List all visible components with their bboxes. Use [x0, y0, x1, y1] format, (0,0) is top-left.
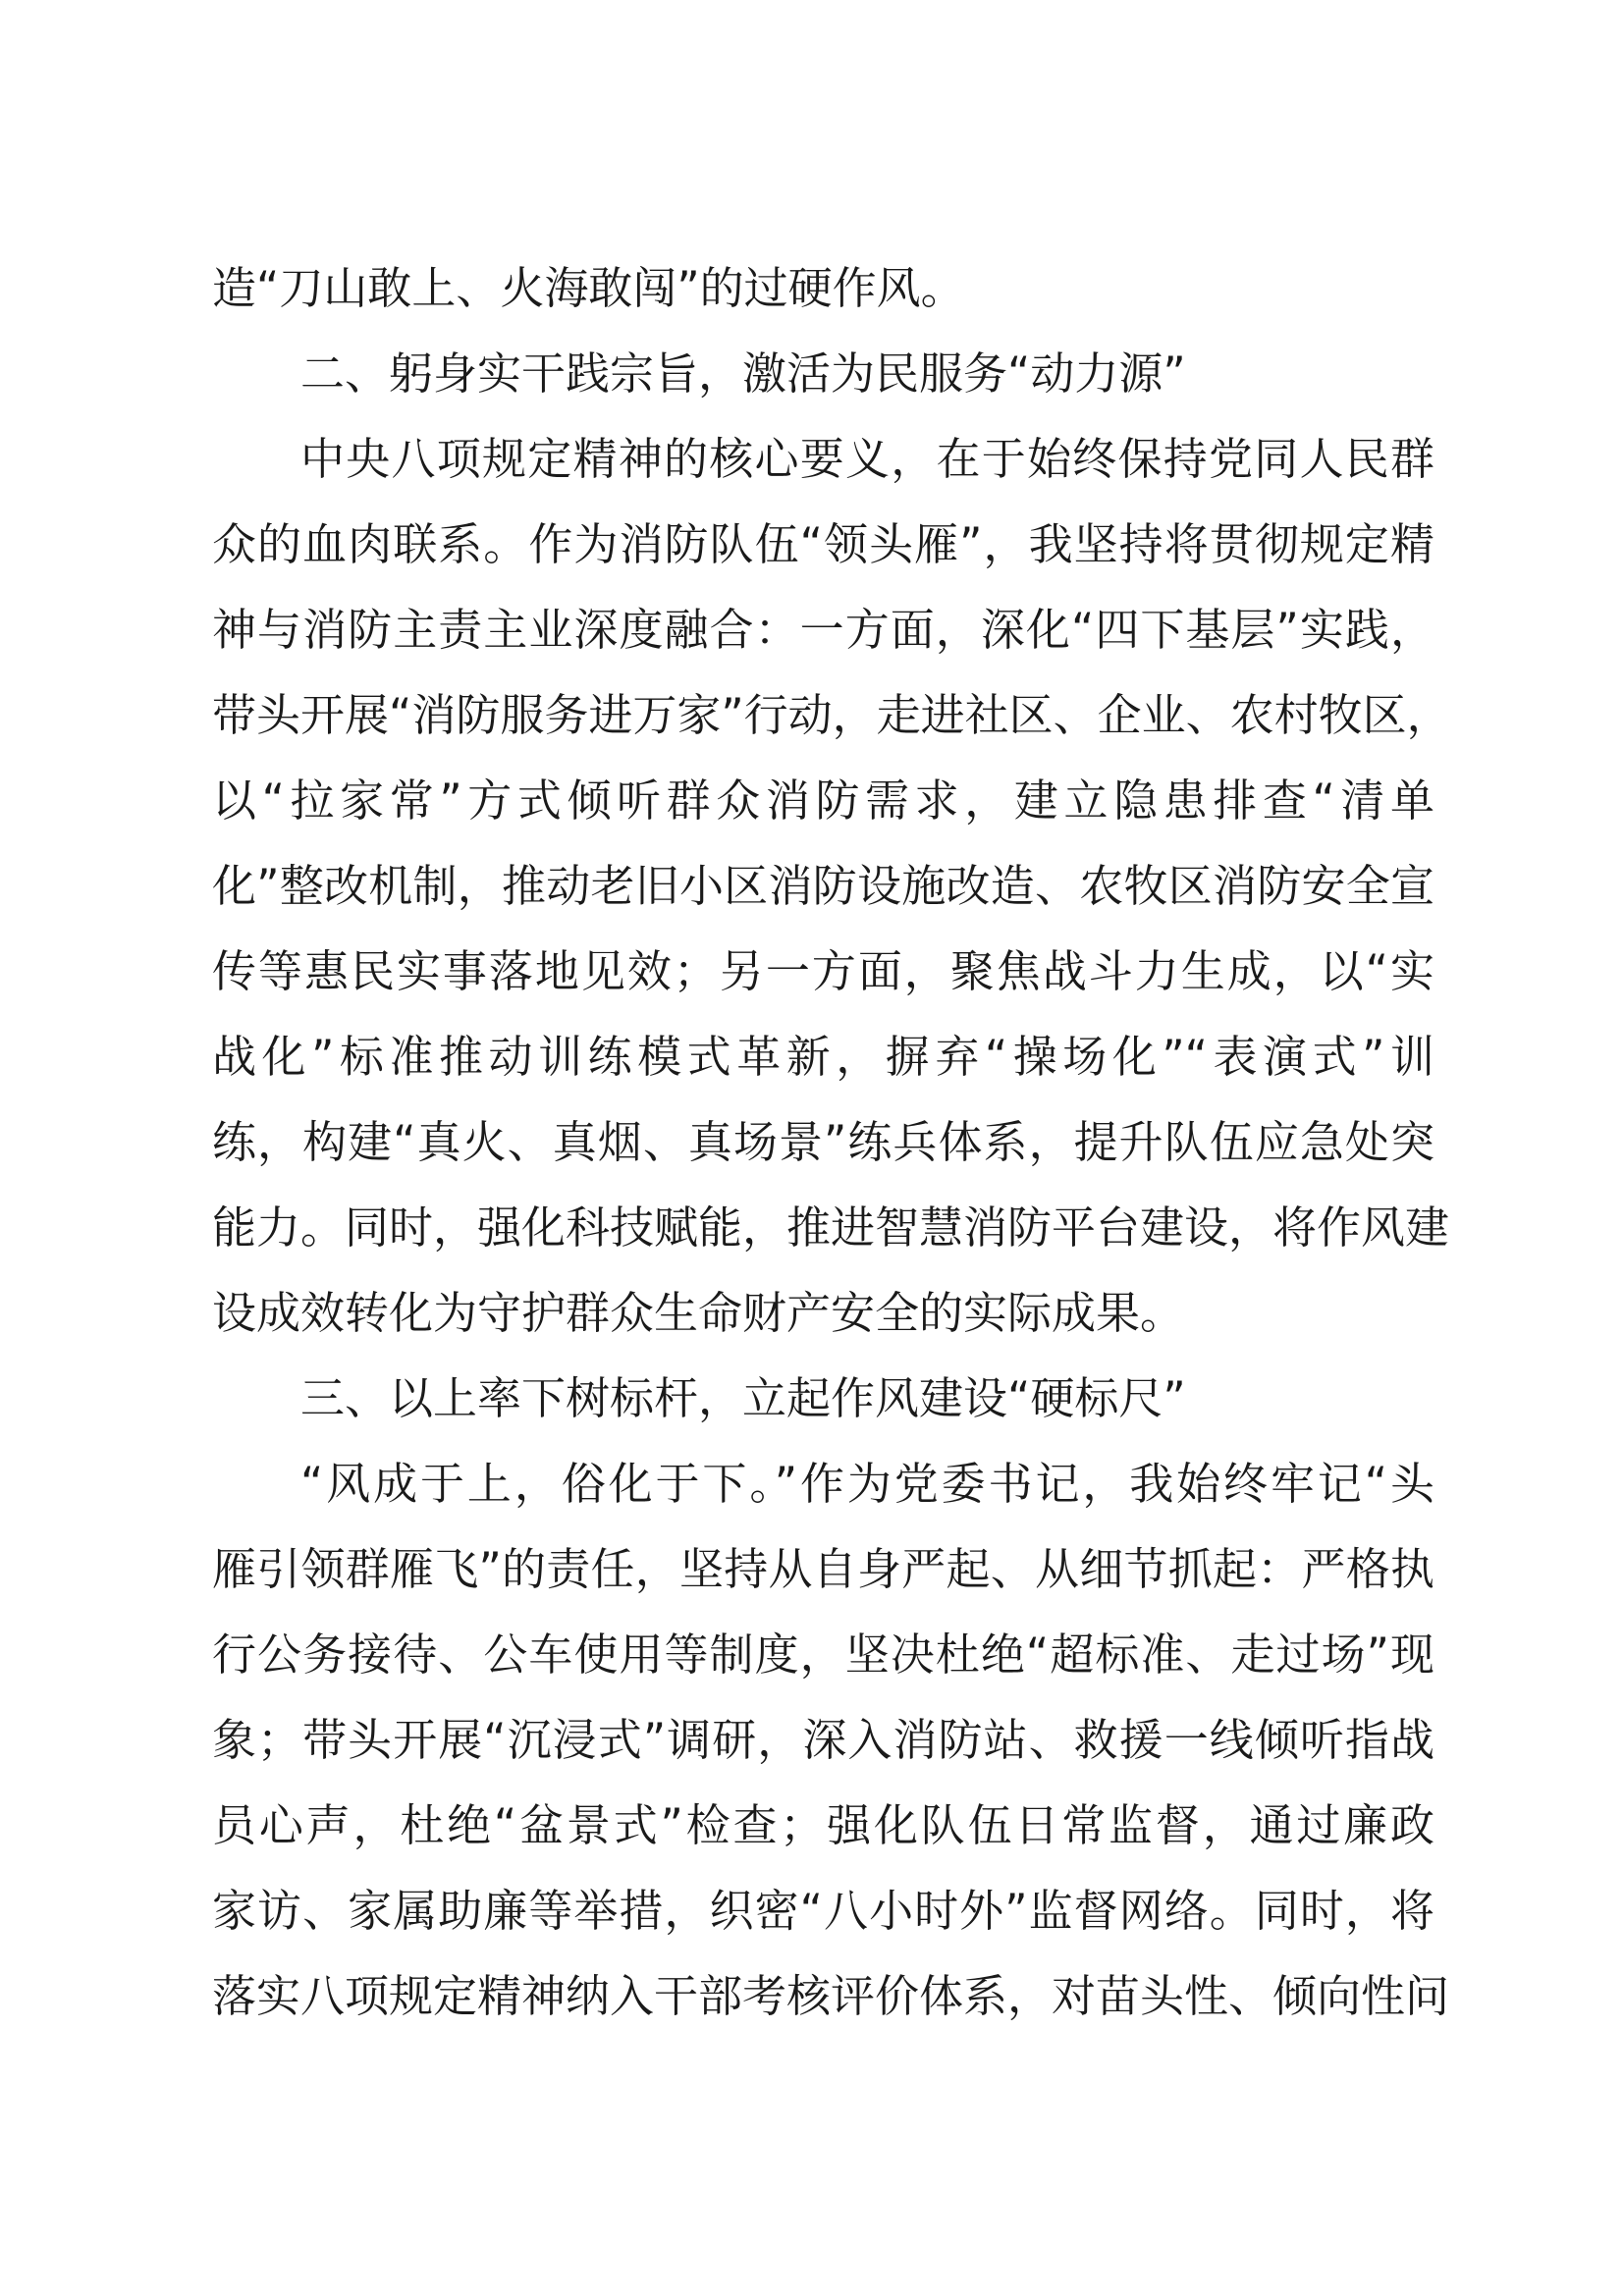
document-body: [212, 245, 1451, 2039]
text-line: 以“拉家常”方式倾听群众消防需求，建立隐患排查“清单: [212, 774, 1434, 827]
section-heading-2: 二、躬身实干践宗旨，激活为民服务“动力源”: [300, 347, 1186, 400]
text-line: 落实八项规定精神纳入干部考核评价体系，对苗头性、倾向性问: [212, 1970, 1450, 2022]
text-line: 带头开展“消防服务进万家”行动，走进社区、企业、农村牧区，: [212, 689, 1451, 741]
text-line: 造“刀山敢上、火海敢闯”的过硬作风。: [212, 262, 965, 314]
text-line: 设成效转化为守护群众生命财产安全的实际成果。: [212, 1287, 1185, 1339]
section-heading-3: 三、以上率下树标杆，立起作风建设“硬标尺”: [300, 1372, 1186, 1424]
text-line: 象；带头开展“沉浸式”调研，深入消防站、救援一线倾听指战: [212, 1714, 1434, 1766]
text-line: 雁引领群雁飞”的责任，坚持从自身严起、从细节抓起：严格执: [212, 1543, 1434, 1595]
text-line: 化”整改机制，推动老旧小区消防设施改造、农牧区消防安全宣: [212, 860, 1434, 912]
text-line: 练，构建“真火、真烟、真场景”练兵体系，提升队伍应急处突: [212, 1116, 1434, 1168]
text-line: 员心声，杜绝“盆景式”检查；强化队伍日常监督，通过廉政: [212, 1799, 1434, 1851]
text-line: 神与消防主责主业深度融合：一方面，深化“四下基层”实践，: [212, 604, 1434, 656]
text-line: 家访、家属助廉等举措，织密“八小时外”监督网络。同时，将: [212, 1885, 1434, 1937]
text-line: 战化”标准推动训练模式革新，摒弃“操场化”“表演式”训: [212, 1031, 1434, 1083]
text-line: 众的血肉联系。作为消防队伍“领头雁”，我坚持将贯彻规定精: [212, 518, 1434, 570]
text-line: 行公务接待、公车使用等制度，坚决杜绝“超标准、走过场”现: [212, 1629, 1434, 1681]
text-line: 传等惠民实事落地见效；另一方面，聚焦战斗力生成，以“实: [212, 945, 1434, 997]
text-line: “风成于上，俗化于下。”作为党委书记，我始终牢记“头: [300, 1458, 1434, 1510]
text-line: 能力。同时，强化科技赋能，推进智慧消防平台建设，将作风建: [212, 1201, 1450, 1254]
text-line: 中央八项规定精神的核心要义，在于始终保持党同人民群: [300, 433, 1434, 485]
